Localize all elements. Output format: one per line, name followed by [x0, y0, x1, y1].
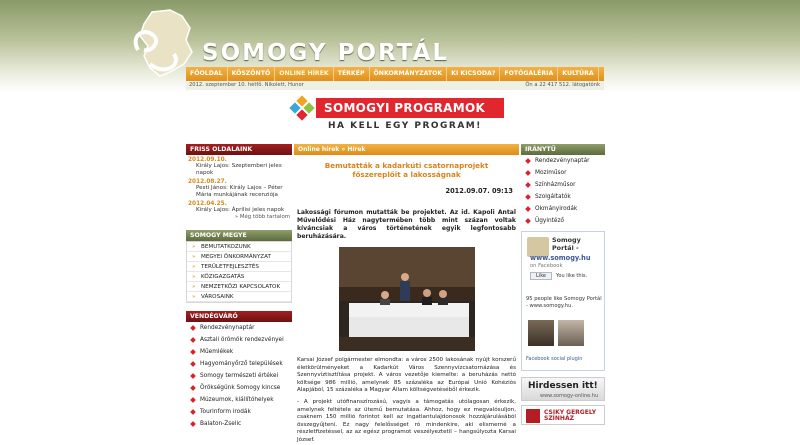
menu-item[interactable]: Asztali örömök rendezvényei	[186, 334, 292, 346]
theatre-banner[interactable]	[521, 405, 605, 425]
menu-item[interactable]: Múzeumok, kiállítóhelyek	[186, 394, 292, 406]
menu-item[interactable]: Műemlékek	[186, 346, 292, 358]
fresh-list	[186, 157, 292, 220]
date-nameday: 2012. szeptember 10. hétfő. Nikolett, Hunor	[189, 82, 304, 88]
fb-page-name[interactable]: Somogy Portál -	[552, 236, 581, 252]
breadcrumb[interactable]: Online hírek » Hírek	[294, 144, 519, 155]
visitor-counter: Ön a 22 417 512. látogatónk	[525, 82, 600, 88]
banner-tagline: HA KELL EGY PROGRAM!	[328, 121, 482, 131]
menu-item[interactable]: Moziműsor	[521, 167, 605, 179]
forum-photo	[339, 247, 475, 351]
theatre-name: CSIKY GERGELY SZÍNHÁZ	[544, 409, 597, 422]
nav-item[interactable]: FŐOLDAL	[186, 67, 228, 81]
fb-plugin-link[interactable]: Facebook social plugin	[526, 356, 583, 362]
article-date: 2012.09.07. 09:13	[445, 187, 513, 195]
county-menu	[186, 241, 292, 303]
ad-title: Hirdessen itt!	[528, 381, 598, 391]
compass-menu	[521, 155, 605, 227]
news-date: 2012.09.10.	[188, 157, 227, 163]
menu-item[interactable]: Szolgáltatók	[521, 191, 605, 203]
article-photo[interactable]	[339, 247, 475, 351]
nav-item[interactable]: KULTÚRA	[558, 67, 598, 81]
main-nav	[186, 67, 604, 81]
menu-item[interactable]: » KÖZIGAZGATÁS	[187, 272, 291, 282]
fb-on-facebook: on Facebook	[530, 263, 563, 269]
menu-item[interactable]: Somogy természeti értékei	[186, 370, 292, 382]
menu-item[interactable]: Rendezvénynaptár	[521, 155, 605, 167]
nav-item[interactable]: FOTÓGALÉRIA	[500, 67, 558, 81]
menu-item[interactable]: » MEGYEI ÖNKORMÁNYZAT	[187, 252, 291, 262]
news-link[interactable]: Pesti János: Király Lajos – Péter Mária munkájának recenziója	[196, 185, 283, 198]
banner-title: SOMOGYI PROGRAMOK	[316, 98, 504, 118]
compass-heading: IRÁNYTŰ	[521, 144, 605, 155]
article-column	[294, 144, 519, 443]
nav-item[interactable]: ÖNKORMÁNYZATOK	[370, 67, 448, 81]
menu-item[interactable]: Ügyintéző	[521, 215, 605, 227]
menu-item[interactable]: » BEMUTATKOZUNK	[187, 242, 291, 252]
menu-item[interactable]: Örökségünk Somogy kincse	[186, 382, 292, 394]
more-content-link[interactable]: » Még több tartalom	[234, 214, 290, 220]
avatar[interactable]	[528, 320, 554, 346]
ad-url: www.somogy-online.hu	[540, 393, 599, 399]
fan-count: 95 people like Somogy Portál - www.somogy.hu.	[526, 296, 602, 309]
menu-item[interactable]: Színházműsor	[521, 179, 605, 191]
visitor-heading: VENDÉGVÁRÓ	[186, 311, 292, 322]
left-column	[186, 144, 292, 430]
news-date: 2012.04.25.	[188, 201, 227, 207]
news-link[interactable]: Király Lajos: Áprilisi jeles napok	[196, 207, 285, 213]
programs-banner[interactable]	[288, 94, 506, 138]
like-button[interactable]: Like	[530, 272, 552, 280]
menu-item[interactable]: Hagyományőrző települések	[186, 358, 292, 370]
nav-item[interactable]: ONLINE HÍREK	[275, 67, 334, 81]
news-link[interactable]: Király Lajos: Szeptemberi jeles napok	[196, 163, 282, 176]
fresh-heading: FRISS OLDALAINK	[186, 144, 292, 155]
menu-item[interactable]: » TERÜLETFEJLESZTÉS	[187, 262, 291, 272]
visitor-menu	[186, 322, 292, 430]
nav-item[interactable]: KÖSZÖNTŐ	[228, 67, 276, 81]
article-lead: Lakossági fórumon mutatták be projektet. Az id. Kapoli Antal Művelődési Ház nagytermében több mint százan voltak kíváncsiak a város történetének egyik legfontosabb beruházására.	[297, 209, 516, 240]
site-title[interactable]: SOMOGY PORTÁL	[202, 40, 450, 66]
fb-page-url[interactable]: www.somogy.hu	[530, 254, 591, 262]
article-body: - A projekt utófinanszírozású, vagyis a támogatás utólagosan érkezik, amelynek feltétele az ütemű bemutatása. Ahhoz, hogy ez megvalósuljon, csaknem 150 millió forintot kell az ingatlantulajdonosok hozzájárulásából összegyűjteni. Ez nagy felelősséget ró mindenkire, aki elismerné a részletfizetéssel, az az egész programot veszélyeztetil – hangsúlyozta Karsai József.	[297, 398, 516, 443]
menu-item[interactable]: » NEMZETKÖZI KAPCSOLATOK	[187, 282, 291, 292]
theatre-logo-icon	[526, 409, 540, 423]
county-heading: SOMOGY MEGYE	[186, 230, 292, 241]
menu-item[interactable]: Okmányirodák	[521, 203, 605, 215]
like-status: You like this.	[556, 273, 588, 279]
advertise-banner[interactable]	[521, 377, 605, 401]
facebook-box	[521, 231, 605, 371]
info-bar	[186, 81, 604, 90]
right-column	[521, 144, 605, 425]
news-date: 2012.08.27.	[188, 179, 227, 185]
article-title: Bemutatták a kadarkúti csatornaprojekt főszereplőit a lakosságnak	[324, 161, 489, 179]
diamond-cluster-icon	[288, 96, 316, 124]
article-body: Karsai József polgármester elmondta: a város 2500 lakosának nyújt korszerű életkörülményeket a Kadarkút Város Szennyvízcsatornázása és Szennyvíztisztítása projekt. A város vezetője kiemelte: a beruházás nettó költsége 986 millió, amelynek 85 százaléka az Európai Unió Kohéziós Alapjából, 15 százaléka a Magyar Állam költségvetéséből érkezik.	[297, 357, 516, 394]
menu-item[interactable]: » VÁROSAINK	[187, 292, 291, 302]
avatar[interactable]	[558, 320, 584, 346]
nav-item[interactable]: TÉRKÉP	[334, 67, 370, 81]
menu-item[interactable]: Rendezvénynaptár	[186, 322, 292, 334]
menu-item[interactable]: Balaton-Zselic	[186, 418, 292, 430]
menu-item[interactable]: Tourinform irodák	[186, 406, 292, 418]
nav-item[interactable]: KI KICSODA?	[447, 67, 500, 81]
